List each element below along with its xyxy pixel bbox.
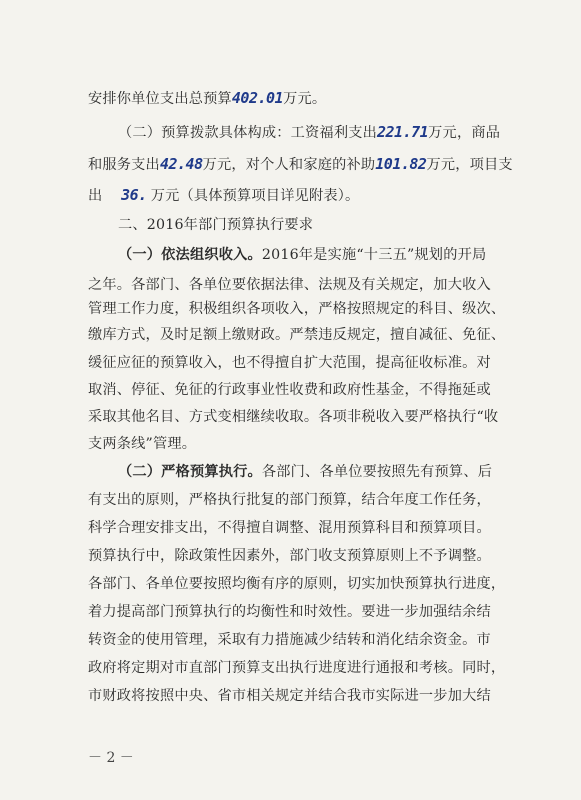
line-21 [88,658,528,678]
section-heading [118,215,558,235]
line-20 [88,630,528,650]
text: 转资金的使用管理，采取有力措施减少结转和消化结余资金。市 [88,632,491,648]
line-1 [88,88,528,109]
text: 出 [88,188,103,204]
subheading-2: （二）严格预算执行。 [118,464,262,480]
text: 万元。 [283,91,327,107]
line-6 [118,245,558,265]
text: 着力提高部门预算执行的均衡性和时效性。要进一步加强结余结 [88,604,491,620]
text: 之年。各部门、各单位要依据法律、法规及有关规定，加大收入 [88,277,491,293]
handwritten-salary: 221.71 [376,123,429,141]
line-3 [88,154,528,175]
handwritten-project: 36. [121,186,147,204]
line-10 [88,353,528,373]
line-7 [88,275,528,295]
line-17 [88,546,528,566]
line-22 [88,686,528,706]
text: 各部门、各单位要按照均衡有序的原则，切实加快预算执行进度， [88,576,506,592]
text: 2016年是实施“十三五”规划的开局 [261,247,487,263]
line-15 [88,490,528,510]
line-12 [88,407,528,427]
line-19 [88,602,528,622]
text: 各部门、各单位要按照先有预算、后 [261,464,493,480]
text: 管理工作力度，积极组织各项收入，严格按照规定的科目、级次、 [88,301,506,317]
text: 有支出的原则，严格执行批复的部门预算，结合年度工作任务， [88,492,491,508]
handwritten-goods: 42.48 [159,155,203,173]
line-2 [118,122,558,143]
text: 科学合理安排支出，不得擅自调整、混用预算科目和预算项目。 [88,520,491,536]
text: 缓征应征的预算收入，也不得擅自扩大范围，提高征收标准。对 [88,355,491,371]
line-18 [88,574,528,594]
handwritten-total: 402.01 [231,89,284,107]
text: 缴库方式，及时足额上缴财政。严禁违反规定，擅自减征、免征、 [88,327,506,343]
line-14 [118,462,558,482]
text: 和服务支出 [88,157,160,173]
heading-text: 二、2016年部门预算执行要求 [118,217,314,233]
handwritten-subsidy: 101.82 [375,155,427,173]
text: 万元，商品 [428,125,501,141]
text: 万元，对个人和家庭的补助 [202,157,376,173]
text: 取消、停征、免征的行政事业性收费和政府性基金，不得拖延或 [88,382,491,398]
line-13 [88,434,528,454]
text: 支两条线”管理。 [88,436,197,452]
text: 万元（具体预算项目详见附表）。 [150,188,360,204]
line-8 [88,299,528,319]
line-11 [88,380,528,400]
subheading-1: （一）依法组织收入。 [118,247,262,263]
page-number: － 2 － [88,750,134,766]
line-9 [88,325,528,345]
text: 政府将定期对市直部门预算支出执行进度进行通报和考核。同时， [88,660,506,676]
text: 安排你单位支出总预算 [88,91,232,107]
line-16 [88,518,528,538]
text: （二）预算拨款具体构成：工资福利支出 [118,125,377,141]
text: 预算执行中，除政策性因素外，部门收支预算原则上不予调整。 [88,548,491,564]
text: 万元，项目支 [426,157,513,173]
text: 市财政将按照中央、省市相关规定并结合我市实际进一步加大结 [88,688,491,704]
text: 采取其他名目、方式变相继续收取。各项非税收入要严格执行“收 [88,409,499,425]
line-4 [88,185,528,206]
